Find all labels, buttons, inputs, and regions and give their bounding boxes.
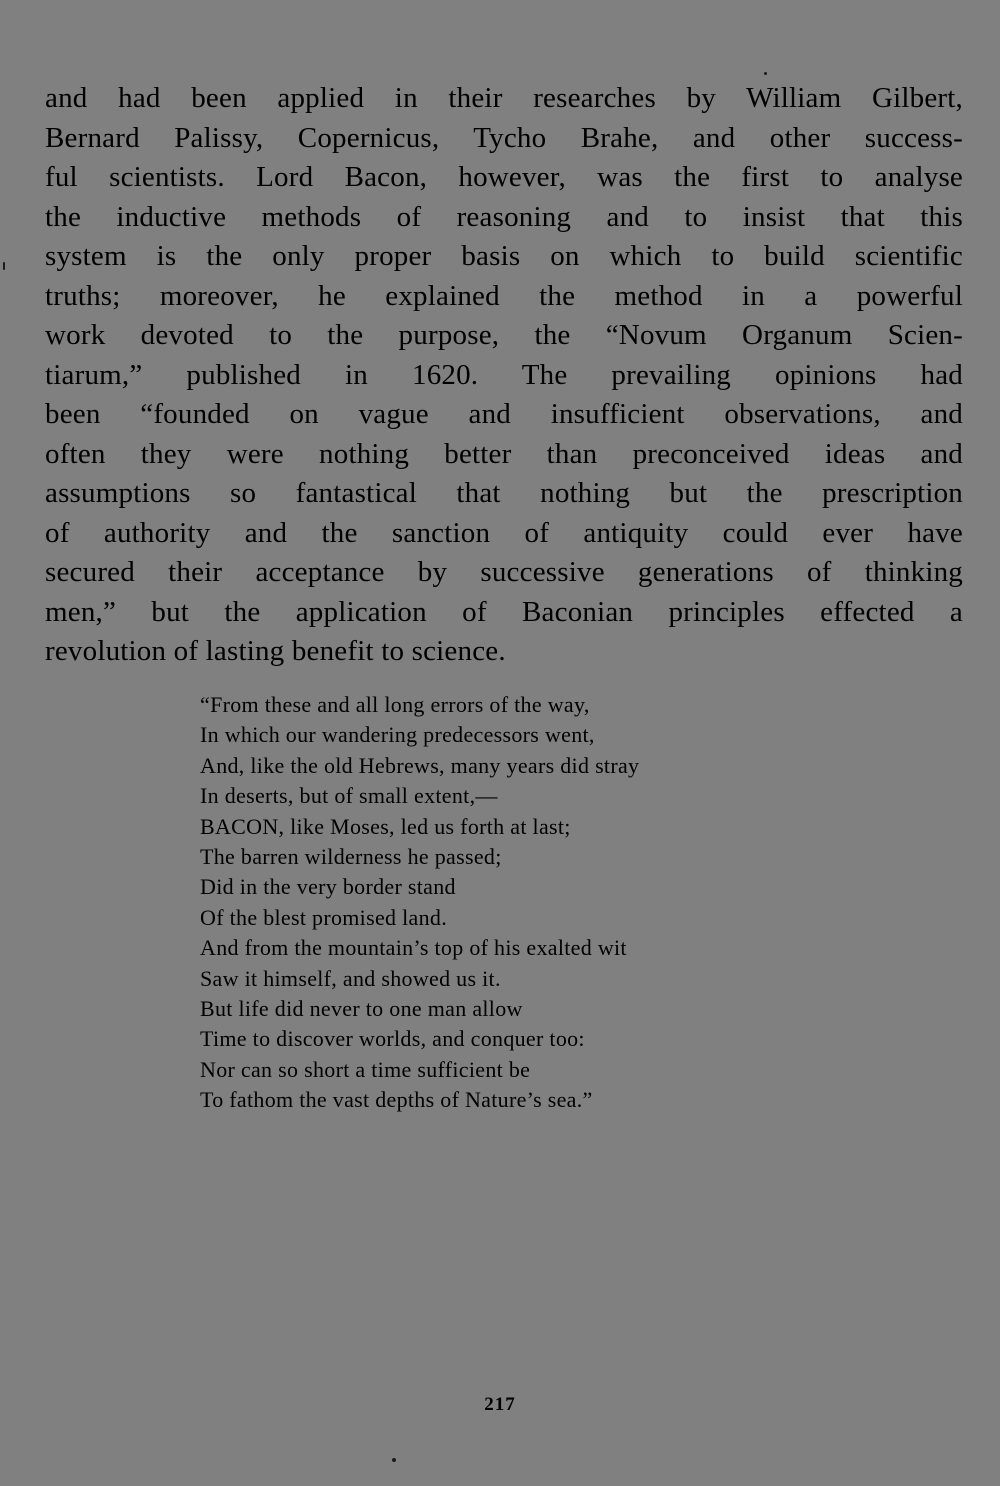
prose-line: the inductive methods of reasoning and to insist that this xyxy=(45,200,963,233)
poem-line: “From these and all long errors of the way, xyxy=(200,692,590,717)
poem-line: Time to discover worlds, and conquer too: xyxy=(200,1026,585,1052)
poem-line: Did in the very border stand xyxy=(200,874,456,900)
prose-line: been “founded on vague and insufficient observations, and xyxy=(45,398,963,430)
prose-line: often they were nothing better than preconceived ideas and xyxy=(45,437,963,470)
page-number: 217 xyxy=(484,1394,516,1415)
poem-line: In deserts, but of small extent,— xyxy=(200,783,498,809)
prose-line: Bernard Palissy, Copernicus, Tycho Brahe, and other success- xyxy=(45,121,963,154)
prose-paragraph xyxy=(45,79,963,672)
prose-line: secured their acceptance by successive generations of thinking xyxy=(45,556,963,588)
prose-line: truths; moreover, he explained the method in a powerful xyxy=(45,279,963,312)
poem-line: To fathom the vast depths of Nature’s sea.” xyxy=(200,1087,593,1113)
scan-speck xyxy=(3,262,5,270)
prose-line: ful scientists. Lord Bacon, however, was the first to analyse xyxy=(45,161,963,193)
poem-line: The barren wilderness he passed; xyxy=(200,843,502,869)
prose-line: work devoted to the purpose, the “Novum Organum Scien- xyxy=(45,319,963,351)
scan-speck xyxy=(392,1458,396,1462)
poem-line: Saw it himself, and showed us it. xyxy=(200,965,501,991)
prose-line: of authority and the sanction of antiquity could ever have xyxy=(45,516,963,549)
poem-line: BACON, like Moses, led us forth at last; xyxy=(200,813,571,839)
poem-line: And, like the old Hebrews, many years did stray xyxy=(200,752,640,778)
prose-line: revolution of lasting benefit to science. xyxy=(45,635,506,667)
poem-line: In which our wandering predecessors went, xyxy=(200,722,595,748)
prose-line: men,” but the application of Baconian principles effected a xyxy=(45,595,963,628)
poem-line: Of the blest promised land. xyxy=(200,904,447,930)
prose-line: and had been applied in their researches by William Gilbert, xyxy=(45,82,963,114)
prose-line: assumptions so fantastical that nothing but the prescription xyxy=(45,477,963,509)
scan-speck xyxy=(764,72,767,75)
prose-line: system is the only proper basis on which to build scientific xyxy=(45,240,963,272)
prose-line: tiarum,” published in 1620. The prevailing opinions had xyxy=(45,358,963,391)
poem-line: And from the mountain’s top of his exalted wit xyxy=(200,935,627,961)
poem-line: Nor can so short a time sufficient be xyxy=(200,1056,531,1082)
poem-line: But life did never to one man allow xyxy=(200,995,523,1021)
poem-quotation xyxy=(200,690,840,1115)
